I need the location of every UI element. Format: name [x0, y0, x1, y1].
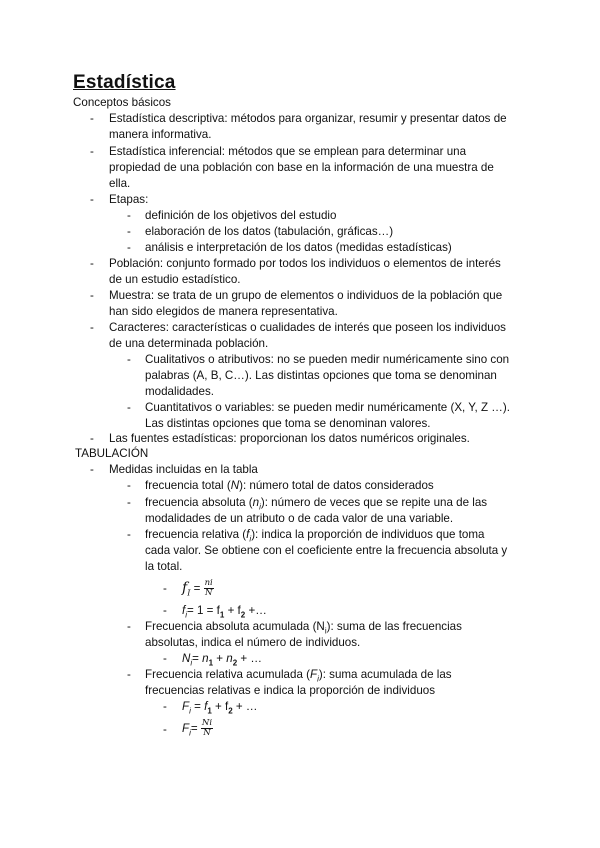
bullet-dash: - — [90, 432, 94, 445]
bullet-dash: - — [127, 668, 131, 681]
bullet-dash: - — [90, 321, 94, 334]
freq-abs-acum-line-1: Frecuencia absoluta acumulada $(N_i)$: suma de las frecuencias — [145, 620, 462, 636]
inferencial-line-2: propiedad de una población con base en la información de una muestra de — [109, 161, 494, 174]
fuentes-line: Las fuentes estadísticas: proporcionan los datos numéricos originales. — [109, 432, 470, 445]
inferencial-line-1: Estadística inferencial: métodos que se emplean para determinar una — [109, 145, 467, 158]
bullet-dash: - — [163, 604, 167, 617]
freq-abs-line-2: modalidades de un atributo o de cada valor de una variable. — [145, 512, 454, 525]
freq-total-line: frecuencia total (N): número total de datos considerados — [145, 479, 434, 492]
bullet-dash: - — [127, 401, 131, 414]
bullet-dash: - — [163, 652, 167, 665]
bullet-dash: - — [163, 582, 167, 595]
cumulative-absolute-sum: $N_i= n_1 + n_2$ + … — [182, 652, 262, 668]
bullet-dash: - — [127, 353, 131, 366]
poblacion-line-2: de un estudio estadístico. — [109, 273, 241, 286]
bullet-dash: - — [90, 257, 94, 270]
cumulative-relative-sum: $F_i = f_1 + f_2$ + … — [182, 700, 258, 716]
etapas-label: Etapas: — [109, 193, 149, 206]
muestra-line-2: han sido elegidos de manera representativa. — [109, 305, 338, 318]
bullet-dash: - — [127, 225, 131, 238]
relative-frequency-sum: $f_i= 1 = f_1 + f_2$ +… — [182, 604, 267, 620]
page-title: Estadística — [73, 72, 176, 93]
bullet-dash: - — [90, 145, 94, 158]
bullet-dash: - — [127, 620, 131, 633]
cumulative-relative-formula: $F_i=$ $\frac{Ni}{N}$ — [182, 718, 213, 739]
freq-abs-line-1: frecuencia absoluta $(n_i)$: número de veces que se repite una de las — [145, 496, 488, 512]
bullet-dash: - — [127, 496, 131, 509]
cuantitativos-line-1: Cuantitativos o variables: se pueden medir numéricamente (X, Y, Z …). — [145, 401, 510, 414]
fraction: $\frac{ni}{N}$ — [204, 578, 213, 599]
descriptiva-line-1: Estadística descriptiva: métodos para organizar, resumir y presentar datos de — [109, 112, 507, 125]
descriptiva-line-2: manera informativa. — [109, 128, 212, 141]
cualitativos-line-3: modalidades. — [145, 385, 214, 398]
cualitativos-line-1: Cualitativos o atributivos: no se pueden medir numéricamente sino con — [145, 353, 510, 366]
bullet-dash: - — [90, 112, 94, 125]
freq-rel-line-3: la total. — [145, 560, 183, 573]
bullet-dash: - — [127, 479, 131, 492]
freq-rel-acum-line-1: Frecuencia relativa acumulada $(F_i)$: suma acumulada de las — [145, 668, 452, 684]
bullet-dash: - — [163, 723, 167, 736]
cualitativos-line-2: palabras (A, B, C…). Las distintas opciones que toma se denominan — [145, 369, 497, 382]
bullet-dash: - — [127, 241, 131, 254]
bullet-dash: - — [90, 289, 94, 302]
etapa-item: definición de los objetivos del estudio — [145, 209, 337, 222]
freq-rel-acum-line-2: frecuencias relativas e indica la proporción de individuos — [145, 684, 436, 697]
muestra-line-1: Muestra: se trata de un grupo de elementos o individuos de la población que — [109, 289, 503, 302]
freq-abs-acum-line-2: absolutas, indica el número de individuos. — [145, 636, 361, 649]
etapa-item: elaboración de los datos (tabulación, gráficas…) — [145, 225, 394, 238]
cuantitativos-line-2: Las distintas opciones que toma se denominan valores. — [145, 417, 431, 430]
bullet-dash: - — [90, 463, 94, 476]
caracteres-line-2: de una determinada población. — [109, 337, 269, 350]
bullet-dash: - — [90, 193, 94, 206]
etapa-item: análisis e interpretación de los datos (medidas estadísticas) — [145, 241, 452, 254]
subtitle: Conceptos básicos — [73, 96, 171, 109]
caracteres-line-1: Caracteres: características o cualidades de interés que poseen los individuos — [109, 321, 506, 334]
medidas-label: Medidas incluidas en la tabla — [109, 463, 258, 476]
freq-rel-line-1: frecuencia relativa $(f_i)$: indica la proporción de individuos que toma — [145, 528, 485, 544]
fraction: $\frac{Ni}{N}$ — [201, 718, 213, 739]
bullet-dash: - — [163, 700, 167, 713]
section-heading-tabulacion: TABULACIÓN — [75, 447, 149, 460]
freq-rel-line-2: cada valor. Se obtiene con el coeficiente entre la frecuencia absoluta y — [145, 544, 508, 557]
bullet-dash: - — [127, 209, 131, 222]
poblacion-line-1: Población: conjunto formado por todos los individuos o elementos de interés — [109, 257, 501, 270]
relative-frequency-formula: $f_I$ = $\frac{ni}{N}$ — [182, 578, 213, 599]
inferencial-line-3: ella. — [109, 177, 131, 190]
bullet-dash: - — [127, 528, 131, 541]
